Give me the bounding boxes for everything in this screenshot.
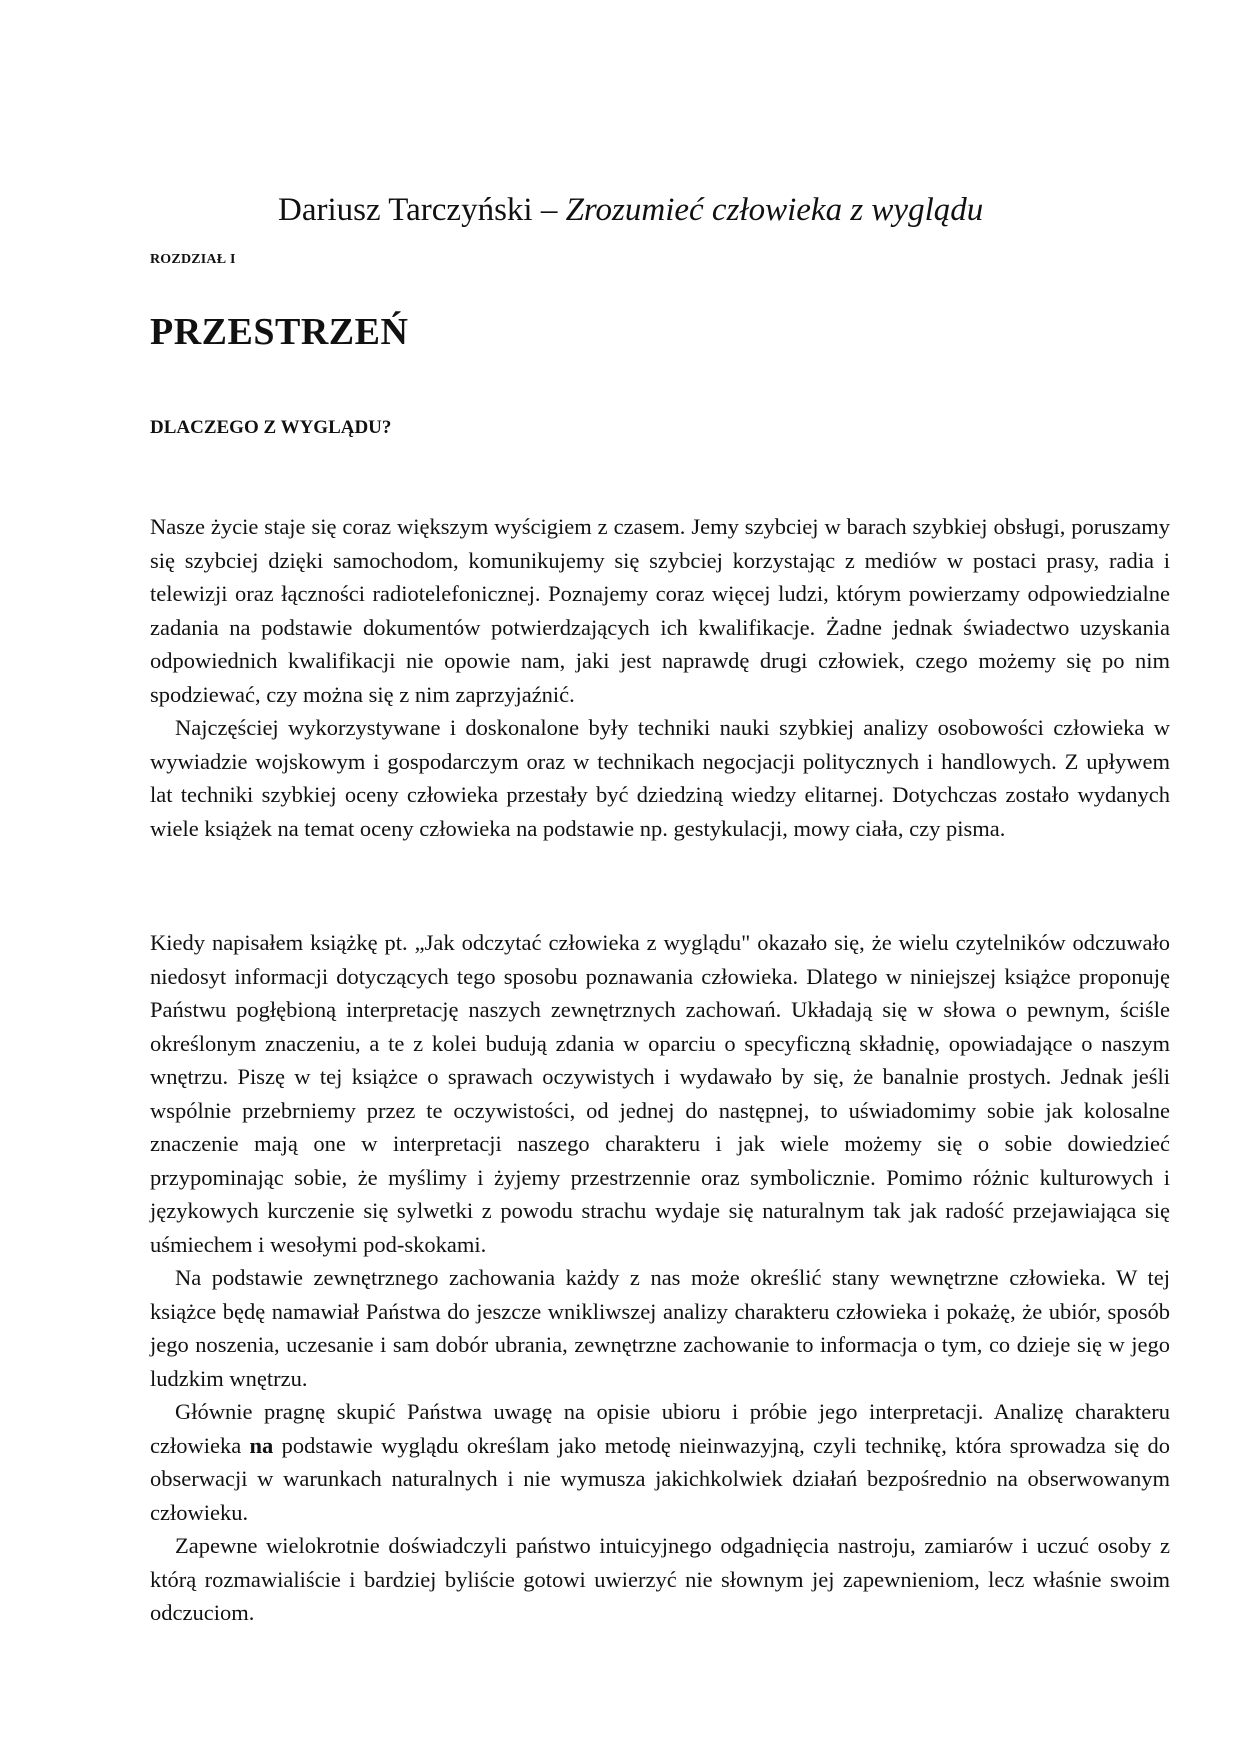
paragraph: Na podstawie zewnętrznego zachowania każdy z nas może określić stany wewnętrzne człowieka. W tej książce będę namawiał Państwa do jeszcze wnikliwszej analizy charakteru człowieka i pokażę, że ubiór, sposób jego noszenia, uczesanie i sam dobór ubrania, zewnętrzne zachowanie to informacja o tym, co dzieje się w jego ludzkim wnętrzu. [150,1265,1170,1391]
book-title: Zrozumieć człowieka z wyglądu [565,192,984,228]
paragraph: Najczęściej wykorzystywane i doskonalone były techniki nauki szybkiej analizy osobowości człowieka w wywiadzie wojskowym i gospodarczym oraz w technikach negocjacji politycznych i handlowych. Z upływem lat techniki szybkiej oceny człowieka przestały być dziedziną wiedzy elitarnej. Dotychczas zostało wydanych wiele książek na temat oceny człowieka na podstawie np. gestykulacji, mowy ciała, czy pisma. [150,715,1170,841]
chapter-label: ROZDZIAŁ I [150,252,236,267]
bold-word: na [249,1432,274,1458]
chapter-title: PRZESTRZEŃ [150,311,409,353]
section-heading: DLACZEGO Z WYGLĄDU? [150,417,392,438]
paragraph: Zapewne wielokrotnie doświadczyli państwo intuicyjnego odgadnięcia nastroju, zamiarów i uczuć osoby z którą rozmawialiście i bardziej byliście gotowi uwierzyć nie słownym jej zapewnieniom, lecz właśnie swoim odczuciom. [150,1533,1170,1625]
book-header [278,188,983,232]
author-name: Dariusz Tarczyński [278,192,533,228]
header-dash: – [532,192,566,228]
body-text-block [150,926,1170,1630]
body-text-block [150,510,1170,845]
paragraph-text: Głównie pragnę skupić Państwa uwagę na opisie ubioru i próbie jego interpretacji. Analizę charakteru człowieka [150,1399,1170,1458]
paragraph [150,1395,1170,1529]
paragraph: Kiedy napisałem książkę pt. „Jak odczytać człowieka z wyglądu" okazało się, że wielu czytelników odczuwało niedosyt informacji dotyczących tego sposobu poznawania człowieka. Dlatego w niniejszej książce proponuję Państwu pogłębioną interpretację naszych zewnętrznych zachowań. Układają się w słowa o pewnym, ściśle określonym znaczeniu, a te z kolei budują zdania w oparciu o specyficzną składnię, opowiadające o naszym wnętrzu. Piszę w tej książce o sprawach oczywistych i wydawało by się, że banalnie prostych. Jednak jeśli wspólnie przebrniemy przez te oczywistości, od jednej do następnej, to uświadomimy sobie jak kolosalne znaczenie mają one w interpretacji naszego charakteru i jak wiele możemy się o sobie dowiedzieć przypominając sobie, że myślimy i żyjemy przestrzennie oraz symbolicznie. Pomimo różnic kulturowych i językowych kurczenie się sylwetki z powodu strachu wydaje się naturalnym tak jak radość przejawiająca się uśmiechem i wesołymi pod-skokami. [150,930,1170,1257]
paragraph-text: podstawie wyglądu określam jako metodę nieinwazyjną, czyli technikę, która sprowadza się do obserwacji w warunkach naturalnych i nie wymusza jakichkolwiek działań bezpośrednio na obserwowanym człowieku. [150,1432,1170,1525]
paragraph: Nasze życie staje się coraz większym wyścigiem z czasem. Jemy szybciej w barach szybkiej obsługi, poruszamy się szybciej dzięki samochodom, komunikujemy się szybciej korzystając z mediów w postaci prasy, radia i telewizji oraz łączności radiotelefonicznej. Poznajemy coraz więcej ludzi, którym powierzamy odpowiedzialne zadania na podstawie dokumentów potwierdzających ich kwalifikacje. Żadne jednak świadectwo uzyskania odpowiednich kwalifikacji nie opowie nam, jaki jest naprawdę drugi człowiek, czego możemy się po nim spodziewać, czy można się z nim zaprzyjaźnić. [150,514,1170,707]
